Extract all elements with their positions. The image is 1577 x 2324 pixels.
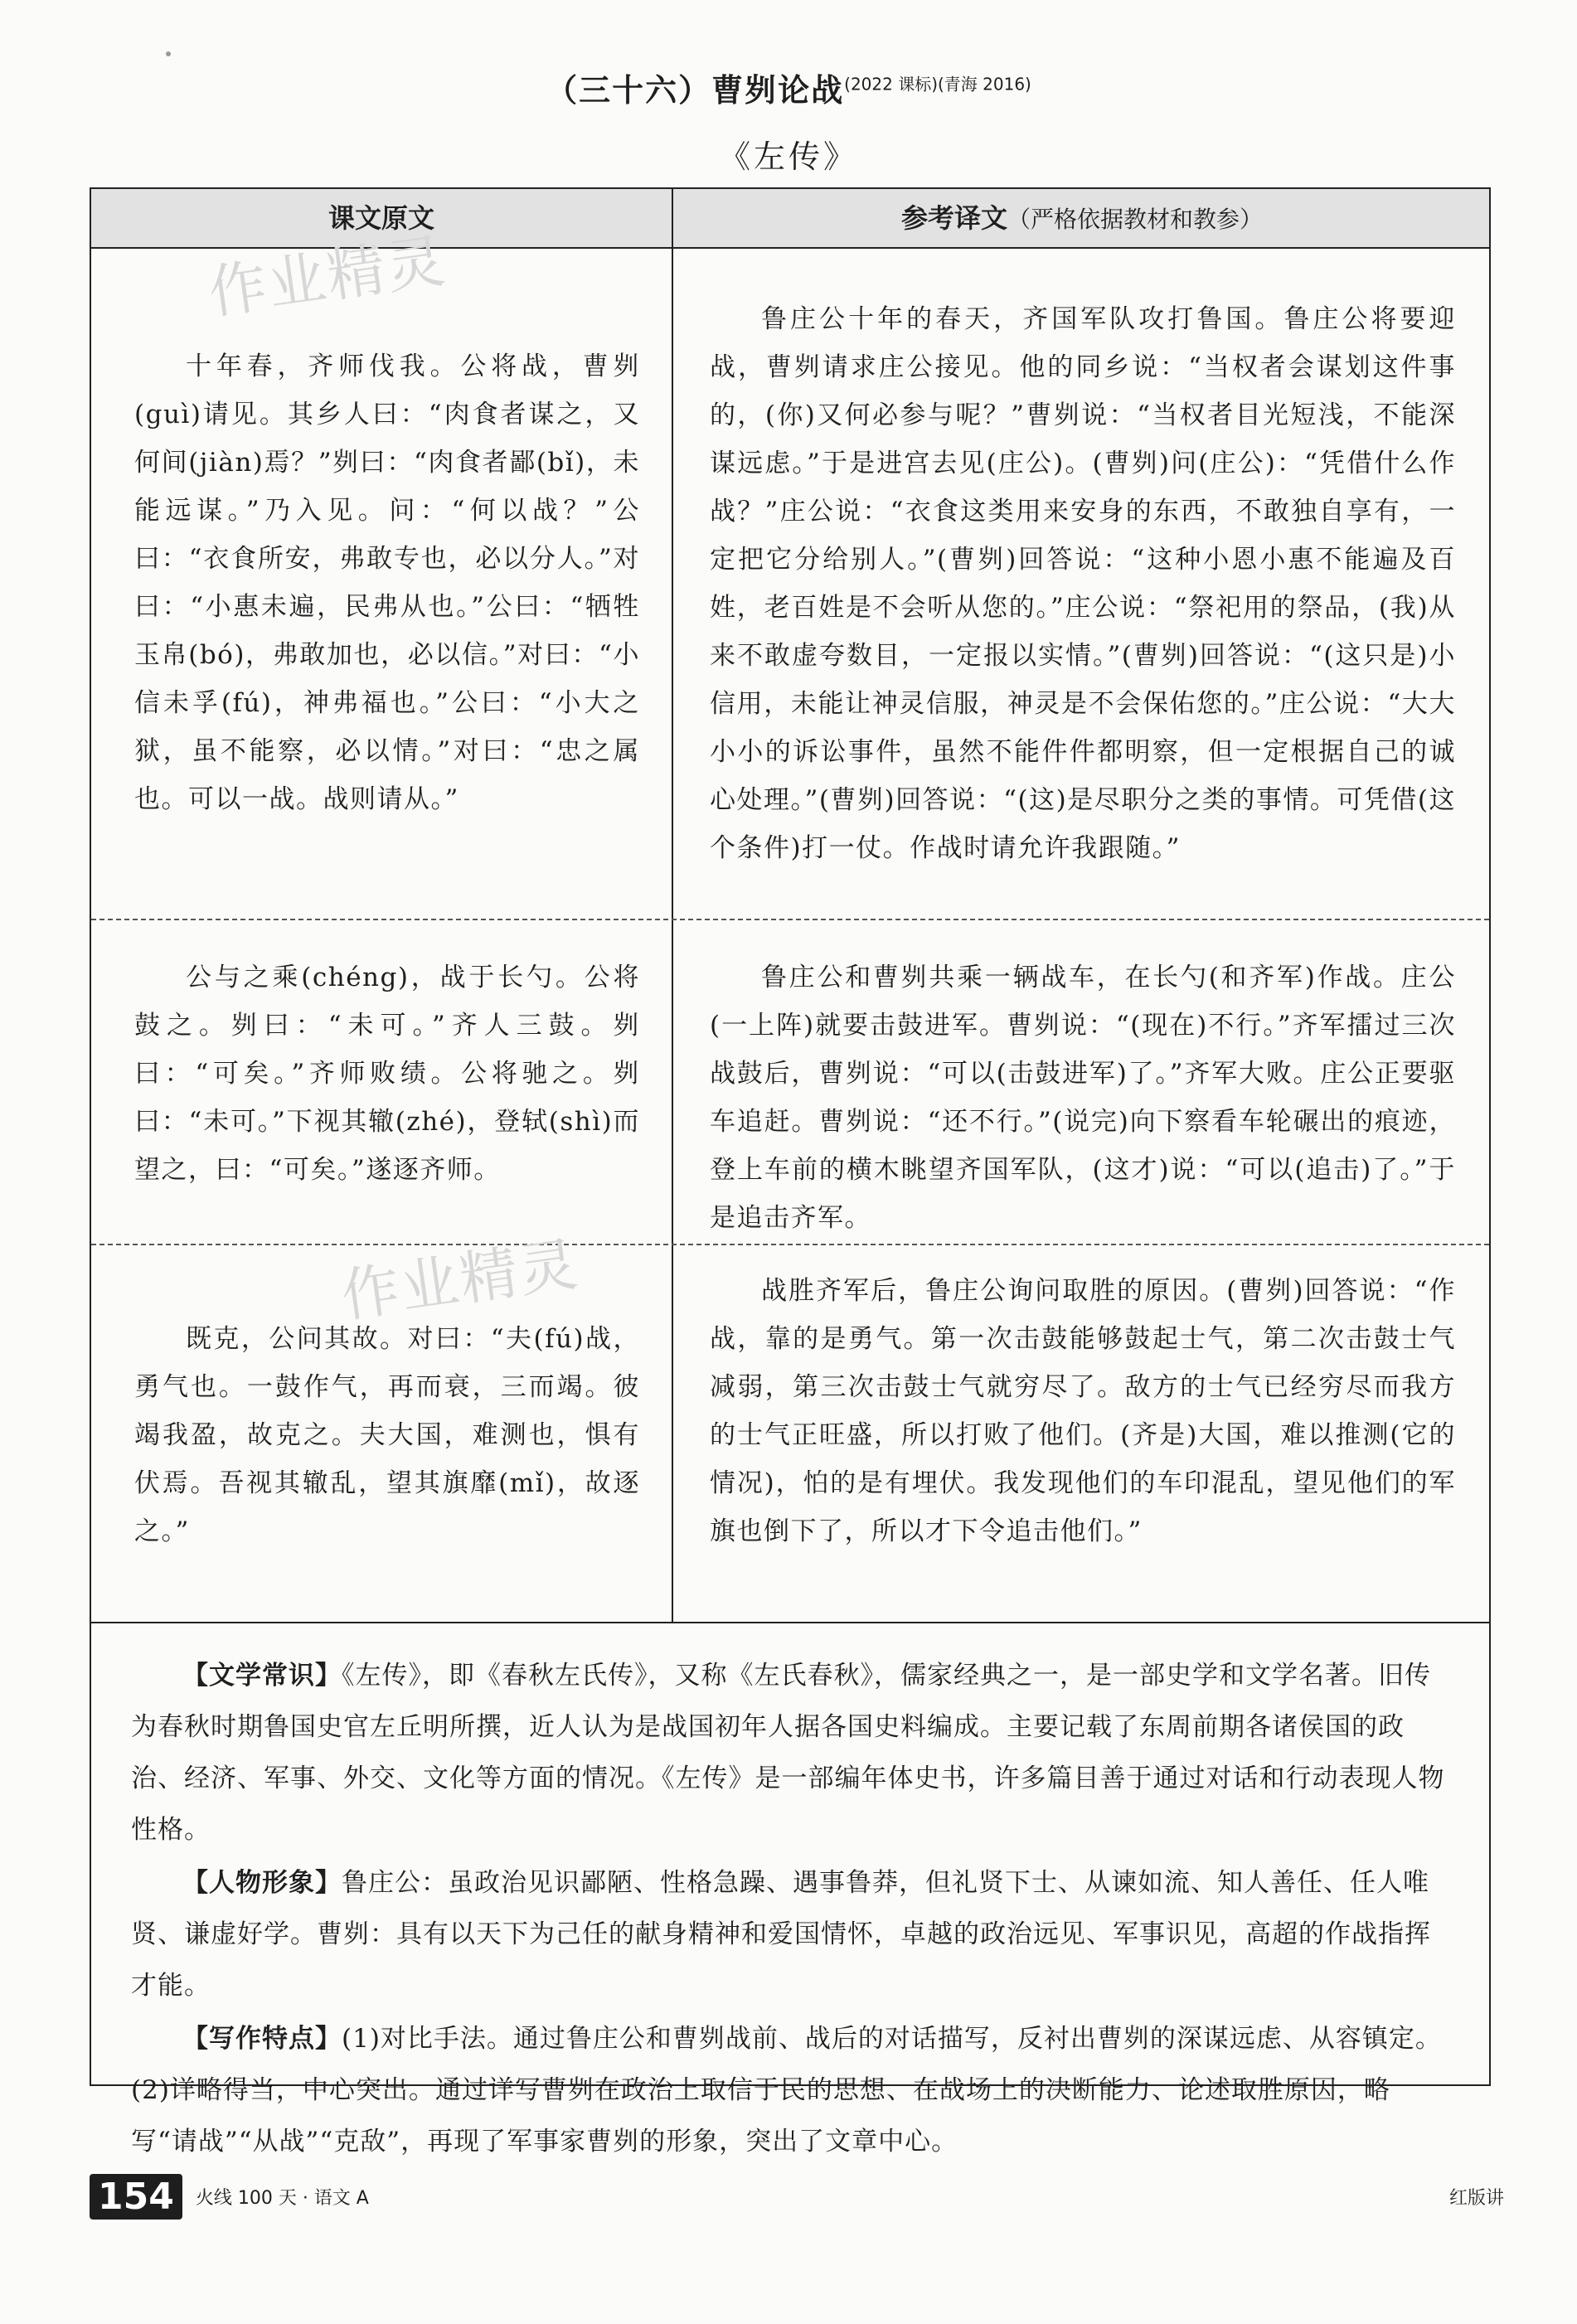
row1-original [134,342,640,823]
row3-original-text: 既克，公问其故。对曰：“夫(fú)战，勇气也。一鼓作气，再而衰，三而竭。彼竭我盈，故克之。夫大国，难测也，惧有伏焉。吾视其辙乱，望其旗靡(mǐ)，故逐之。” [134,1324,640,1546]
note-writing-tag: 【写作特点】 [182,2024,342,2054]
header-translation-label: 参考译文 [900,202,1007,234]
row2-original [134,953,640,1194]
note-characters-text: 鲁庄公：虽政治见识鄙陋、性格急躁、遇事鲁莽，但礼贤下士、从谏如流、知人善任、任人唯贤、谦虚好学。曹刿：具有以天下为己任的献身精神和爱国情怀，卓越的政治远见、军事识见，高超的作战指挥才能。 [131,1868,1431,2001]
note-writing-text: (1)对比手法。通过鲁庄公和曹刿战前、战后的对话描写，反衬出曹刿的深谋远虑、从容镇定。(2)详略得当，中心突出。通过详写曹刿在政治上取信于民的思想、在战场上的决断能力、论述取胜原因，略写“请战”“从战”“克敌”，再现了军事家曹刿的形象，突出了文章中心。 [131,2024,1442,2157]
notes-divider [91,1622,1489,1623]
note-literature [131,1650,1454,1856]
page-footer [90,2174,369,2220]
note-characters [131,1857,1454,2011]
header-translation [673,189,1491,247]
title-text: （三十六）曹刿论战 [546,72,845,109]
author-line: 《左传》 [718,138,858,175]
row2-translation [710,953,1456,1242]
page-title [0,65,1577,110]
note-writing [131,2013,1454,2167]
notes-section [131,1650,1454,2169]
note-characters-tag: 【人物形象】 [182,1868,342,1898]
book-name: 火线 100 天 · 语文 A [195,2188,369,2209]
row3-translation [710,1267,1456,1555]
scan-dot [166,51,171,56]
row-divider [91,919,1489,920]
row2-translation-text: 鲁庄公和曹刿共乘一辆战车，在长勺(和齐军)作战。庄公(一上阵)就要击鼓进军。曹刿说：“(现在)不行。”齐军擂过三次战鼓后，曹刿说：“可以(击鼓进军)了。”齐军大败。庄公正要驱车追赶。曹刿说：“还不行。”(说完)向下察看车轮碾出的痕迹，登上车前的横木眺望齐国军队，(这才)说：“可以(追击)了。”于是追击齐军。 [710,963,1456,1233]
row-divider [91,1244,1489,1245]
row3-translation-text: 战胜齐军后，鲁庄公询问取胜的原因。(曹刿)回答说：“作战，靠的是勇气。第一次击鼓能够鼓起士气，第二次击鼓士气减弱，第三次击鼓士气就穷尽了。敌方的士气已经穷尽而我方的士气正旺盛，所以打败了他们。(齐是)大国，难以推测(它的情况)，怕的是有埋伏。我发现他们的车印混乱，望见他们的军旗也倒下了，所以才下令追击他们。” [710,1276,1456,1546]
row1-original-text: 十年春，齐师伐我。公将战，曹刿(guì)请见。其乡人曰：“肉食者谋之，又何间(jiàn)焉？”刿曰：“肉食者鄙(bǐ)，未能远谋。”乃入见。问：“何以战？”公曰：“衣食所安，弗敢专也，必以分人。”对曰：“小惠未遍，民弗从也。”公曰：“牺牲玉帛(bó)，弗敢加也，必以信。”对曰：“小信未孚(fú)，神弗福也。”公曰：“小大之狱，虽不能察，必以情。”对曰：“忠之属也。可以一战。战则请从。” [134,352,640,814]
page-number: 154 [90,2174,182,2220]
column-divider [672,189,673,1622]
row1-translation-text: 鲁庄公十年的春天，齐国军队攻打鲁国。鲁庄公将要迎战，曹刿请求庄公接见。他的同乡说：“当权者会谋划这件事的，(你)又何必参与呢？”曹刿说：“当权者目光短浅，不能深谋远虑。”于是进宫去见(庄公)。(曹刿)问(庄公)：“凭借什么作战？”庄公说：“衣食这类用来安身的东西，不敢独自享有，一定把它分给别人。”(曹刿)回答说：“这种小恩小惠不能遍及百姓，老百姓是不会听从您的。”庄公说：“祭祀用的祭品，(我)从来不敢虚夸数目，一定报以实情。”(曹刿)回答说：“(这只是)小信用，未能让神灵信服，神灵是不会保佑您的。”庄公说：“大大小小的诉讼事件，虽然不能件件都明察，但一定根据自己的诚心处理。”(曹刿)回答说：“(这)是尽职分之类的事情。可凭借(这个条件)打一仗。作战时请允许我跟随。” [710,304,1456,863]
title-source: (2022 课标)(青海 2016) [844,74,1031,95]
note-literature-tag: 【文学常识】 [182,1661,342,1691]
watermark-logo: 作业精灵 [204,226,451,327]
row2-original-text: 公与之乘(chéng)，战于长勺。公将鼓之。刿曰：“未可。”齐人三鼓。刿曰：“可矣。”齐师败绩。公将驰之。刿曰：“未可。”下视其辙(zhé)，登轼(shì)而望之，曰：“可矣。”遂逐齐师。 [134,963,640,1185]
edition-label: 红版讲 [1449,2188,1505,2209]
note-literature-text: 《左传》，即《春秋左氏传》，又称《左氏春秋》，儒家经典之一，是一部史学和文学名著。旧传为春秋时期鲁国史官左丘明所撰，近人认为是战国初年人据各国史料编成。主要记载了东周前期各诸侯国的政治、经济、军事、外交、文化等方面的情况。《左传》是一部编年体史书，许多篇目善于通过对话和行动表现人物性格。 [131,1661,1445,1845]
row3-original [134,1315,640,1555]
header-original: 课文原文 [328,202,434,234]
row1-translation [710,295,1456,872]
watermark-logo: 作业精灵 [337,1230,584,1331]
text-translation-table [90,187,1491,2157]
header-translation-note: （严格依据教材和教参） [1007,206,1264,233]
